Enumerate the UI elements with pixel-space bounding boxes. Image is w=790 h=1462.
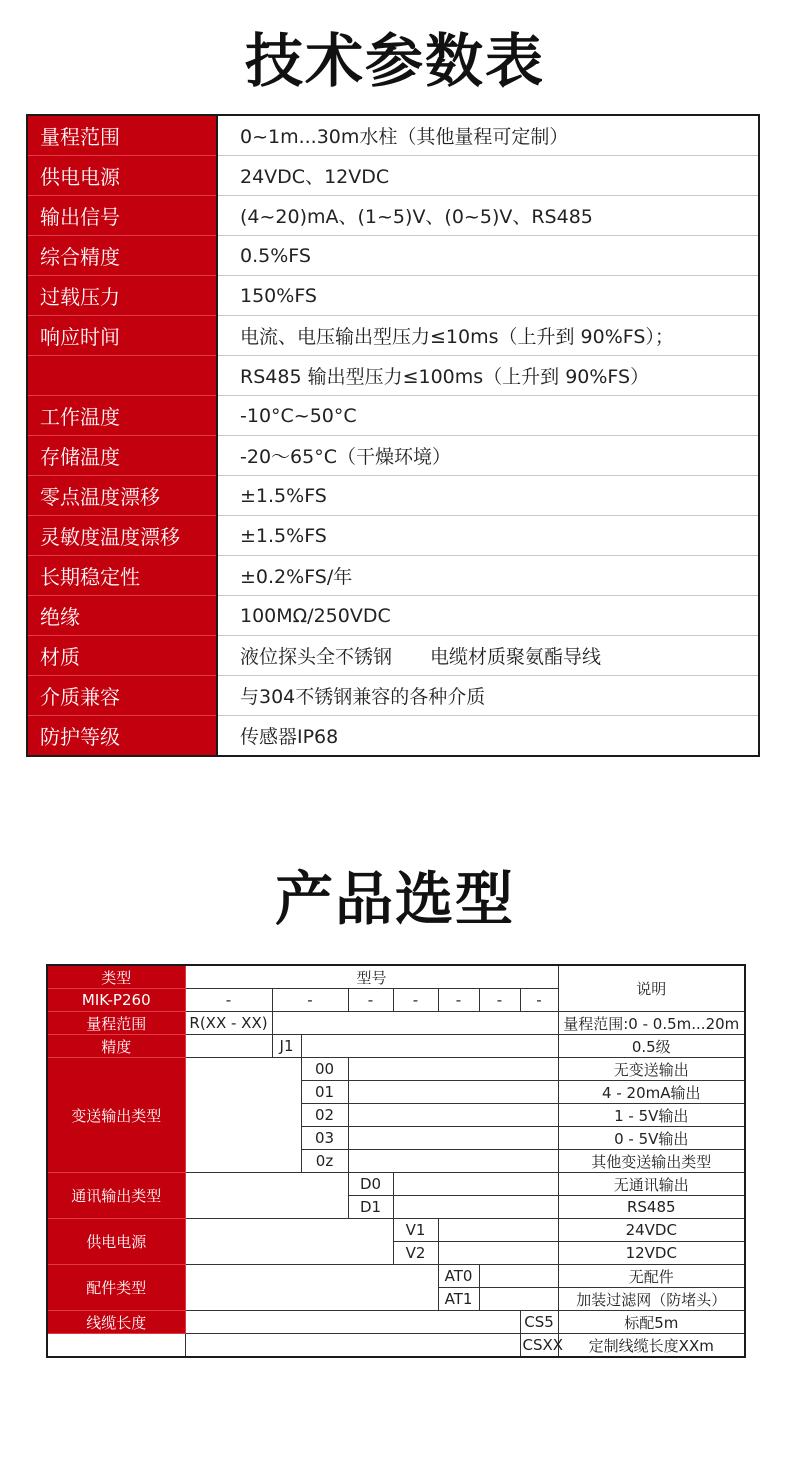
spec-label: 灵敏度温度漂移 xyxy=(27,516,217,556)
output-desc: 4 - 20mA输出 xyxy=(558,1081,745,1104)
spec-label: 绝缘 xyxy=(27,596,217,636)
output-code: 00 xyxy=(301,1058,348,1081)
output-desc: 0 - 5V输出 xyxy=(558,1127,745,1150)
spec-label xyxy=(27,356,217,396)
spec-label: 防护等级 xyxy=(27,716,217,757)
spec-label: 存储温度 xyxy=(27,436,217,476)
table-row xyxy=(47,1334,745,1358)
spec-value: 100MΩ/250VDC xyxy=(217,596,759,636)
code-slot: - xyxy=(185,989,272,1012)
empty-cell xyxy=(438,1242,558,1265)
spec-value: 0~1m...30m水柱（其他量程可定制） xyxy=(217,115,759,156)
empty-cell xyxy=(185,1173,348,1219)
spec-value: 液位探头全不锈钢 电缆材质聚氨酯导线 xyxy=(217,636,759,676)
output-code: 0z xyxy=(301,1150,348,1173)
code-slot: - xyxy=(520,989,558,1012)
model-code: MIK-P260 xyxy=(47,989,185,1012)
empty-cell xyxy=(185,1311,520,1334)
table-row xyxy=(47,1219,745,1242)
spec-label: 过载压力 xyxy=(27,276,217,316)
cable-code: CS5 xyxy=(520,1311,558,1334)
spec-title: 技术参数表 xyxy=(244,27,545,95)
accessory-desc: 无配件 xyxy=(558,1265,745,1288)
power-label: 供电电源 xyxy=(47,1219,185,1265)
output-label: 变送输出类型 xyxy=(47,1058,185,1173)
spec-label: 量程范围 xyxy=(27,115,217,156)
precision-label: 精度 xyxy=(47,1035,185,1058)
cable-desc: 定制线缆长度XXm xyxy=(558,1334,745,1358)
code-slot: - xyxy=(438,989,479,1012)
table-row xyxy=(27,556,759,596)
power-code: V1 xyxy=(393,1219,438,1242)
empty-cell xyxy=(185,1058,301,1173)
spec-value: -20～65°C（干燥环境） xyxy=(217,436,759,476)
code-slot: - xyxy=(348,989,393,1012)
table-row xyxy=(27,476,759,516)
spec-label: 材质 xyxy=(27,636,217,676)
range-desc: 量程范围:0 - 0.5m...20m xyxy=(558,1012,745,1035)
empty-cell xyxy=(348,1081,558,1104)
spec-label: 零点温度漂移 xyxy=(27,476,217,516)
cable-label: 线缆长度 xyxy=(47,1311,185,1334)
output-desc: 其他变送输出类型 xyxy=(558,1150,745,1173)
model-header: 型号 xyxy=(185,965,558,989)
empty-cell xyxy=(185,1219,393,1265)
empty-cell xyxy=(479,1288,558,1311)
empty-cell xyxy=(348,1104,558,1127)
spec-value: 电流、电压输出型压力≤10ms（上升到 90%FS）； xyxy=(217,316,759,356)
table-row xyxy=(47,1012,745,1035)
spec-value: ±0.2%FS/年 xyxy=(217,556,759,596)
selection-title: 产品选型 xyxy=(274,865,515,933)
empty-cell xyxy=(479,1265,558,1288)
spec-label: 响应时间 xyxy=(27,316,217,356)
empty-cell xyxy=(438,1219,558,1242)
table-row xyxy=(27,316,759,356)
table-row xyxy=(47,965,745,989)
spec-value: ±1.5%FS xyxy=(217,476,759,516)
code-slot: - xyxy=(479,989,520,1012)
table-row xyxy=(47,1265,745,1288)
table-row xyxy=(27,636,759,676)
table-row xyxy=(27,396,759,436)
spec-label: 长期稳定性 xyxy=(27,556,217,596)
table-row xyxy=(27,676,759,716)
table-row xyxy=(47,1035,745,1058)
table-row xyxy=(27,115,759,156)
precision-code: J1 xyxy=(272,1035,301,1058)
table-row xyxy=(27,236,759,276)
spec-label: 输出信号 xyxy=(27,196,217,236)
power-desc: 24VDC xyxy=(558,1219,745,1242)
type-header: 类型 xyxy=(47,965,185,989)
output-code: 02 xyxy=(301,1104,348,1127)
spec-value: RS485 输出型压力≤100ms（上升到 90%FS） xyxy=(217,356,759,396)
range-label: 量程范围 xyxy=(47,1012,185,1035)
table-row xyxy=(27,156,759,196)
power-desc: 12VDC xyxy=(558,1242,745,1265)
empty-cell xyxy=(393,1173,558,1196)
range-code: R(XX - XX) xyxy=(185,1012,272,1035)
comm-code: D0 xyxy=(348,1173,393,1196)
spec-label: 工作温度 xyxy=(27,396,217,436)
precision-desc: 0.5级 xyxy=(558,1035,745,1058)
empty-cell xyxy=(185,1334,520,1358)
empty-cell xyxy=(185,1265,438,1311)
output-desc: 无变送输出 xyxy=(558,1058,745,1081)
empty-cell xyxy=(348,1127,558,1150)
spec-value: 24VDC、12VDC xyxy=(217,156,759,196)
table-row xyxy=(27,716,759,757)
spec-value: ±1.5%FS xyxy=(217,516,759,556)
spec-value: 0.5%FS xyxy=(217,236,759,276)
empty-cell xyxy=(185,1035,272,1058)
table-row xyxy=(47,1058,745,1081)
selection-table xyxy=(46,964,746,1358)
output-desc: 1 - 5V输出 xyxy=(558,1104,745,1127)
table-row xyxy=(27,516,759,556)
code-slot: - xyxy=(393,989,438,1012)
output-code: 03 xyxy=(301,1127,348,1150)
accessory-code: AT1 xyxy=(438,1288,479,1311)
table-row xyxy=(47,1173,745,1196)
spec-value: (4~20)mA、(1~5)V、(0~5)V、RS485 xyxy=(217,196,759,236)
spec-value: -10°C~50°C xyxy=(217,396,759,436)
cable-code: CSXX xyxy=(520,1334,558,1358)
accessory-code: AT0 xyxy=(438,1265,479,1288)
empty-cell xyxy=(301,1035,558,1058)
power-code: V2 xyxy=(393,1242,438,1265)
empty-cell xyxy=(393,1196,558,1219)
desc-header: 说明 xyxy=(558,965,745,1012)
comm-desc: 无通讯输出 xyxy=(558,1173,745,1196)
code-slot: - xyxy=(272,989,348,1012)
output-code: 01 xyxy=(301,1081,348,1104)
cable-desc: 标配5m xyxy=(558,1311,745,1334)
empty-cell xyxy=(348,1150,558,1173)
accessory-desc: 加装过滤网（防堵头） xyxy=(558,1288,745,1311)
spec-value: 传感器IP68 xyxy=(240,726,339,748)
table-row xyxy=(27,276,759,316)
comm-code: D1 xyxy=(348,1196,393,1219)
empty-cell xyxy=(272,1012,558,1035)
accessory-label: 配件类型 xyxy=(47,1265,185,1311)
comm-label: 通讯输出类型 xyxy=(47,1173,185,1219)
empty-cell xyxy=(348,1058,558,1081)
spec-label: 综合精度 xyxy=(27,236,217,276)
spec-value: 与304不锈钢兼容的各种介质 xyxy=(217,676,759,716)
table-row xyxy=(27,356,759,396)
spec-label: 介质兼容 xyxy=(27,676,217,716)
table-row xyxy=(27,596,759,636)
spec-value: 150%FS xyxy=(217,276,759,316)
empty-cell xyxy=(47,1334,185,1358)
table-row xyxy=(47,1311,745,1334)
comm-desc: RS485 xyxy=(558,1196,745,1219)
spec-table xyxy=(26,114,760,757)
table-row xyxy=(27,436,759,476)
table-row xyxy=(27,196,759,236)
spec-label: 供电电源 xyxy=(27,156,217,196)
